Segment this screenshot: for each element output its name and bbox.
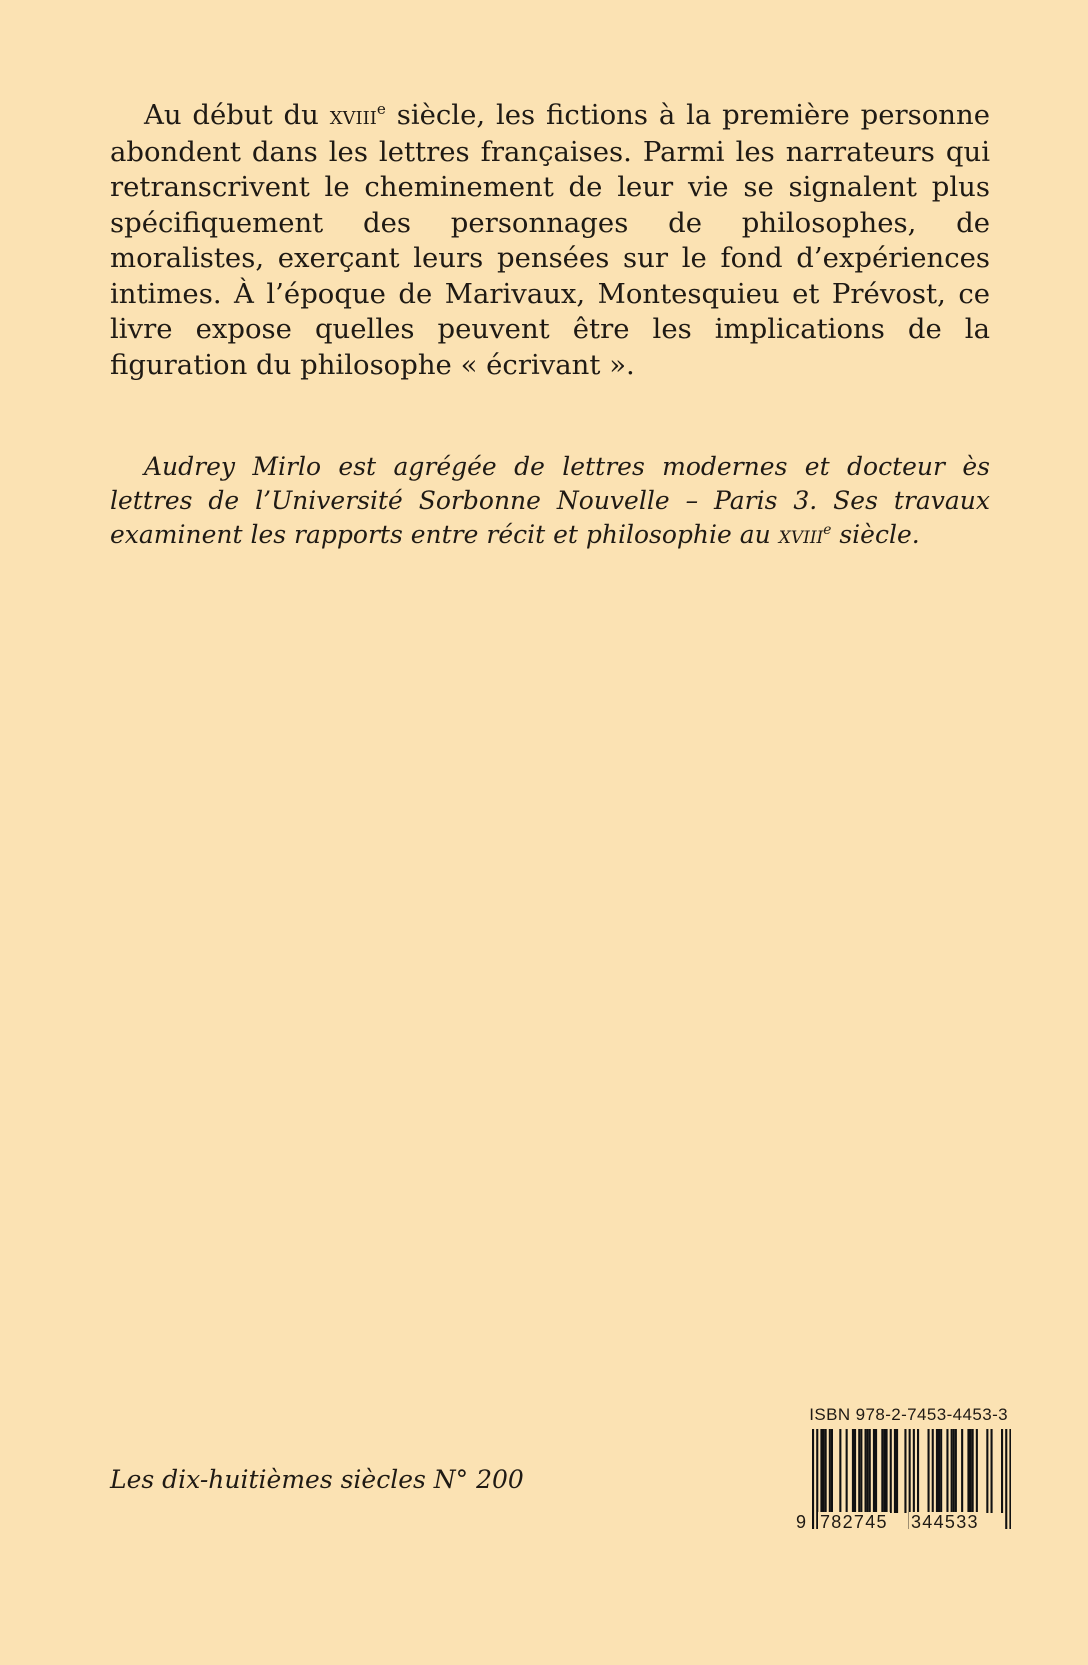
barcode-left-digits: 782745 — [820, 1512, 888, 1532]
barcode-bar — [858, 1429, 860, 1513]
barcode-bar — [938, 1429, 940, 1513]
barcode-bar — [886, 1429, 888, 1513]
blurb-text-start: Au début du — [144, 99, 330, 131]
barcode-bar — [953, 1429, 955, 1513]
barcode-bar — [881, 1429, 883, 1513]
barcode-bar — [991, 1429, 993, 1513]
author-bio — [110, 450, 990, 552]
barcode-bar — [904, 1429, 906, 1513]
barcode-bar — [961, 1429, 963, 1513]
barcode-bar — [932, 1429, 934, 1513]
barcode-bar — [831, 1429, 833, 1513]
barcode-bar — [986, 1429, 988, 1513]
barcode-bar — [894, 1429, 896, 1513]
barcode-bar — [940, 1429, 942, 1513]
barcode-bar — [967, 1429, 969, 1513]
barcode-bar — [860, 1429, 862, 1513]
barcode-bar — [873, 1429, 875, 1513]
barcode-bar — [890, 1429, 892, 1513]
isbn-label: ISBN 978-2-7453-4453-3 — [809, 1405, 1008, 1424]
barcode-bar — [951, 1429, 953, 1513]
barcode-bar — [972, 1429, 974, 1513]
series-title: Les dix-huitièmes siècles N° 200 — [110, 1465, 524, 1494]
barcode-bar — [896, 1429, 898, 1513]
barcode-bar — [936, 1429, 938, 1513]
barcode-bar — [865, 1429, 867, 1513]
barcode-bar — [812, 1429, 814, 1529]
barcode-bar — [854, 1429, 856, 1513]
barcode-bar — [875, 1429, 877, 1513]
barcode-bar — [1005, 1429, 1007, 1529]
barcode-bar — [1009, 1429, 1011, 1529]
barcode-bar — [829, 1429, 831, 1513]
isbn-barcode-block — [796, 1405, 1011, 1537]
barcode-bar — [1001, 1429, 1003, 1513]
barcode-bar — [970, 1429, 972, 1513]
century-superscript: e — [376, 100, 386, 119]
barcode-bar — [976, 1429, 978, 1513]
century-numeral: xviii — [329, 101, 377, 131]
barcode — [796, 1429, 1011, 1537]
barcode-bar — [823, 1429, 825, 1513]
barcode-bar — [820, 1429, 822, 1513]
barcode-bar — [928, 1429, 930, 1513]
back-cover-blurb — [110, 98, 990, 383]
barcode-bar — [955, 1429, 957, 1513]
barcode-first-digit: 9 — [796, 1512, 808, 1532]
barcode-right-digits: 344533 — [911, 1512, 979, 1532]
barcode-bar — [917, 1429, 919, 1513]
bio-text-end: siècle. — [831, 520, 920, 549]
barcode-bar — [852, 1429, 854, 1513]
barcode-bar — [825, 1429, 827, 1513]
blurb-text-rest: siècle, les fictions à la première personne abondent dans les lettres françaises. Parmi les narrateurs qui retranscrivent le cheminement de leur vie se signalent plus spécifiquement des personnages de philosophes, de moralistes, exerçant leurs pensées sur le fond d’expériences intimes. À l’époque de Marivaux, Montesquieu et Prévost, ce livre expose quelles peuvent être les implications de la figuration du philosophe « écrivant ». — [110, 99, 990, 381]
bio-century-numeral: xviii — [778, 521, 824, 549]
barcode-bar — [883, 1429, 885, 1513]
barcode-bar — [839, 1429, 841, 1513]
barcode-bar — [867, 1429, 869, 1513]
bio-text-start: Audrey Mirlo est agrégée de lettres modernes et docteur ès lettres de l’Université Sorbonne Nouvelle – Paris 3. Ses travaux examinent les rapports entre récit et philosophie au — [110, 452, 990, 549]
barcode-bar — [846, 1429, 848, 1513]
barcode-bar — [946, 1429, 948, 1513]
barcode-bar — [869, 1429, 871, 1513]
bio-century-superscript: e — [823, 522, 832, 539]
